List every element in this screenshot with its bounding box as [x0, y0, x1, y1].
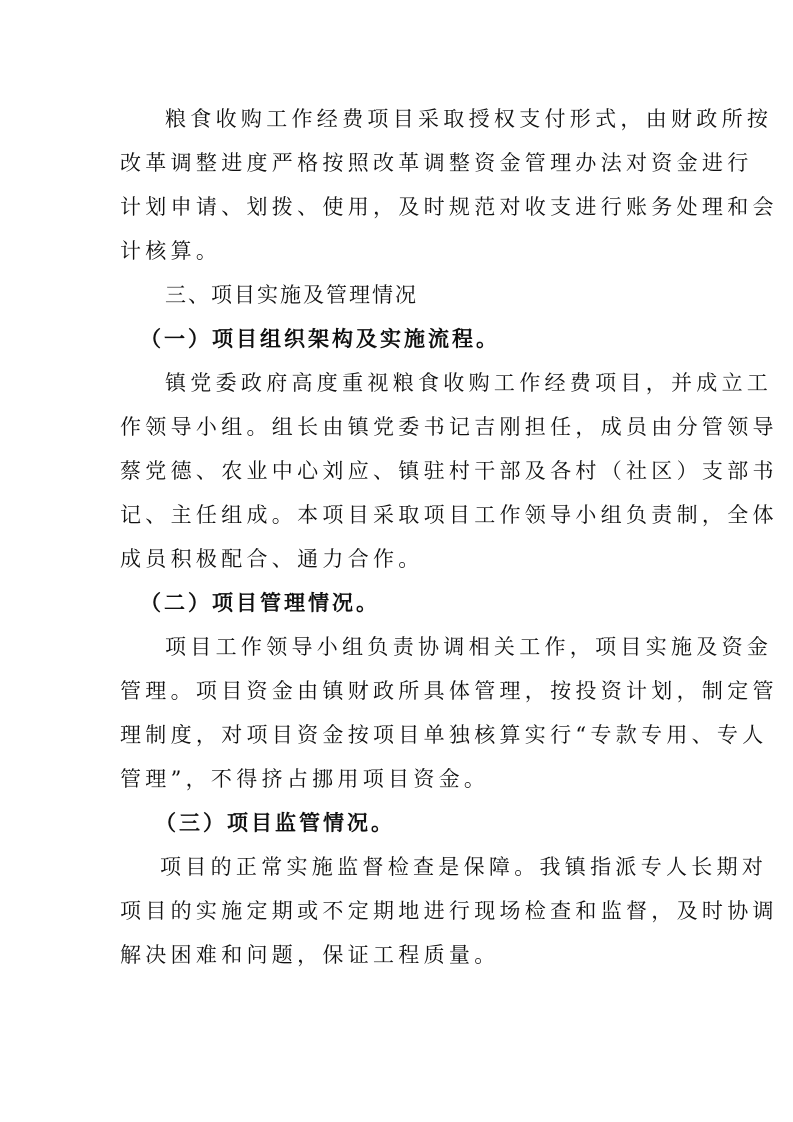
section-3-heading: 三、项目实施及管理情况 — [165, 283, 418, 307]
paragraph-1-line-4: 计核算。 — [120, 239, 222, 263]
paragraph-3-line-4: 管理”，不得挤占挪用项目资金。 — [120, 767, 490, 791]
paragraph-4-line-1: 项目的正常实施监督检查是保障。我镇指派专人长期对 — [160, 855, 768, 879]
paragraph-1-line-1: 粮食收购工作经费项目采取授权支付形式，由财政所按 — [165, 107, 773, 131]
subsection-2-heading: （二）项目管理情况。 — [140, 590, 380, 615]
paragraph-2-line-1: 镇党委政府高度重视粮食收购工作经费项目，并成立工 — [165, 371, 773, 395]
paragraph-1-line-3: 计划申请、划拨、使用，及时规范对收支进行账务处理和会 — [120, 195, 778, 219]
paragraph-2-line-5: 成员积极配合、通力合作。 — [120, 547, 424, 571]
paragraph-2-line-3: 蔡党德、农业中心刘应、镇驻村干部及各村（社区）支部书 — [120, 459, 778, 483]
subsection-1-heading: （一）项目组织架构及实施流程。 — [140, 326, 500, 351]
subsection-3-heading: （三）项目监管情况。 — [155, 810, 395, 835]
paragraph-3-line-2: 管理。项目资金由镇财政所具体管理，按投资计划，制定管 — [120, 679, 778, 703]
paragraph-1-line-2: 改革调整进度严格按照改革调整资金管理办法对资金进行 — [120, 151, 753, 175]
paragraph-4-line-3: 解决困难和问题，保证工程质量。 — [120, 943, 500, 967]
paragraph-3-line-3: 理制度，对项目资金按项目单独核算实行“专款专用、专人 — [120, 723, 768, 747]
paragraph-4-line-2: 项目的实施定期或不定期地进行现场检查和监督，及时协调 — [120, 899, 778, 923]
paragraph-3-line-1: 项目工作领导小组负责协调相关工作，项目实施及资金 — [165, 635, 773, 659]
paragraph-2-line-4: 记、主任组成。本项目采取项目工作领导小组负责制，全体 — [120, 503, 778, 527]
paragraph-2-line-2: 作领导小组。组长由镇党委书记吉刚担任，成员由分管领导 — [120, 415, 778, 439]
